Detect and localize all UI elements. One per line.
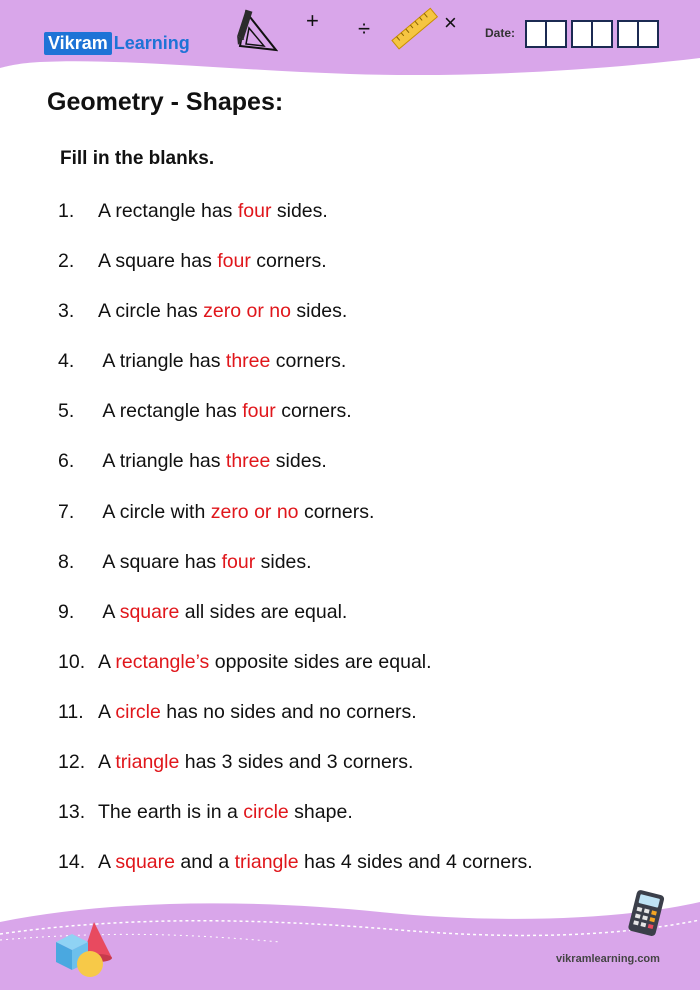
question-item (58, 597, 533, 647)
question-fragment: sides. (271, 200, 328, 222)
question-item (58, 346, 533, 396)
date-boxes[interactable] (525, 20, 659, 48)
date-box[interactable] (637, 20, 659, 48)
answer-text: circle (243, 801, 289, 824)
footer-url[interactable]: vikramlearning.com (556, 953, 660, 965)
question-number: 6. (58, 450, 75, 473)
question-text (98, 747, 413, 797)
shapes-illustration (52, 918, 118, 980)
question-fragment: corners. (275, 400, 352, 423)
plus-symbol: + (306, 8, 319, 33)
logo-part1: Vikram (44, 32, 112, 55)
question-fragment: sides. (290, 300, 348, 323)
question-item (58, 396, 533, 446)
answer-text: triangle (115, 751, 180, 774)
calculator-icon (624, 888, 668, 940)
pencil-icon (234, 8, 254, 48)
date-box[interactable] (545, 20, 567, 48)
question-text (98, 697, 417, 747)
answer-text: triangle (234, 851, 299, 874)
date-box[interactable] (591, 20, 613, 48)
question-item (58, 797, 533, 847)
question-fragment: The earth is in a (98, 801, 244, 824)
ruler-icon (390, 6, 440, 52)
answer-text: zero or no (210, 500, 299, 523)
question-number: 13. (58, 801, 86, 824)
logo (44, 30, 190, 56)
answer-text: three (225, 350, 271, 373)
instructions: Fill in the blanks. (60, 148, 215, 169)
question-fragment: shape. (288, 801, 353, 824)
question-text (98, 647, 432, 697)
question-fragment: A (98, 751, 116, 774)
question-item (58, 547, 533, 597)
date-box[interactable] (571, 20, 593, 48)
question-item (58, 747, 533, 797)
answer-text: three (225, 450, 271, 473)
logo-part2: Learning (113, 32, 190, 53)
answer-text: four (221, 550, 256, 573)
answer-text: four (217, 250, 251, 273)
question-fragment: A circle has (98, 300, 204, 323)
answer-text: rectangle’s (115, 650, 210, 673)
question-number: 4. (58, 350, 75, 373)
question-fragment: A (98, 851, 116, 874)
question-fragment: A square has (98, 550, 222, 573)
date-day[interactable] (525, 20, 567, 48)
question-item (58, 246, 533, 296)
question-number: 7. (58, 500, 75, 523)
question-fragment: and a (174, 851, 235, 874)
question-text (98, 346, 346, 396)
question-fragment: A rectangle has (98, 400, 243, 423)
question-fragment: sides. (270, 450, 327, 473)
date-month[interactable] (571, 20, 613, 48)
question-text (98, 446, 327, 496)
question-fragment: A square has (98, 250, 218, 273)
answer-text: square (119, 600, 180, 623)
question-text (98, 296, 347, 346)
page-title: Geometry - Shapes: (47, 88, 284, 116)
divide-symbol: ÷ (358, 16, 371, 41)
times-symbol: × (444, 10, 457, 35)
date-year[interactable] (617, 20, 659, 48)
question-fragment: A triangle has (98, 350, 226, 373)
question-number: 11. (58, 700, 84, 723)
question-fragment: opposite sides are equal. (209, 650, 432, 673)
question-text (98, 547, 312, 597)
date-box[interactable] (525, 20, 547, 48)
question-number: 5. (58, 400, 75, 423)
question-number: 1. (58, 200, 75, 222)
question-fragment: sides. (255, 550, 312, 573)
date-box[interactable] (617, 20, 639, 48)
question-fragment: corners. (298, 500, 375, 523)
answer-text: four (242, 400, 276, 423)
question-number: 2. (58, 250, 75, 273)
question-number: 14. (58, 851, 86, 874)
question-number: 10. (58, 650, 86, 673)
question-number: 9. (58, 600, 75, 623)
answer-text: square (115, 851, 175, 874)
question-text (98, 597, 347, 647)
sphere-icon (77, 951, 103, 977)
question-fragment: has no sides and no corners. (160, 700, 417, 723)
question-item (58, 497, 533, 547)
answer-text: circle (115, 700, 161, 723)
answer-text: four (237, 200, 272, 222)
answer-text: zero or no (203, 300, 291, 323)
question-text (98, 797, 353, 847)
question-fragment: A (98, 650, 116, 673)
question-item (58, 196, 533, 246)
question-fragment: has 4 sides and 4 corners. (298, 851, 533, 874)
date-label: Date: (485, 26, 516, 40)
question-fragment: corners. (250, 250, 327, 273)
question-item (58, 446, 533, 496)
question-fragment: A triangle has (98, 450, 226, 473)
question-item (58, 647, 533, 697)
question-fragment: A rectangle has (98, 200, 238, 222)
header-symbols (230, 4, 480, 52)
question-fragment: corners. (270, 350, 347, 373)
question-item (58, 296, 533, 346)
question-text (98, 196, 328, 246)
question-number: 3. (58, 300, 75, 323)
question-list (58, 196, 533, 897)
question-number: 8. (58, 550, 75, 573)
question-fragment: has 3 sides and 3 corners. (179, 751, 414, 774)
question-text (98, 497, 374, 547)
question-fragment: A circle with (98, 500, 211, 523)
question-fragment: A (98, 600, 120, 623)
question-item (58, 697, 533, 747)
question-number: 12. (58, 751, 86, 774)
question-fragment: all sides are equal. (179, 600, 348, 623)
question-fragment: A (98, 700, 116, 723)
question-text (98, 246, 327, 296)
question-text (98, 396, 352, 446)
